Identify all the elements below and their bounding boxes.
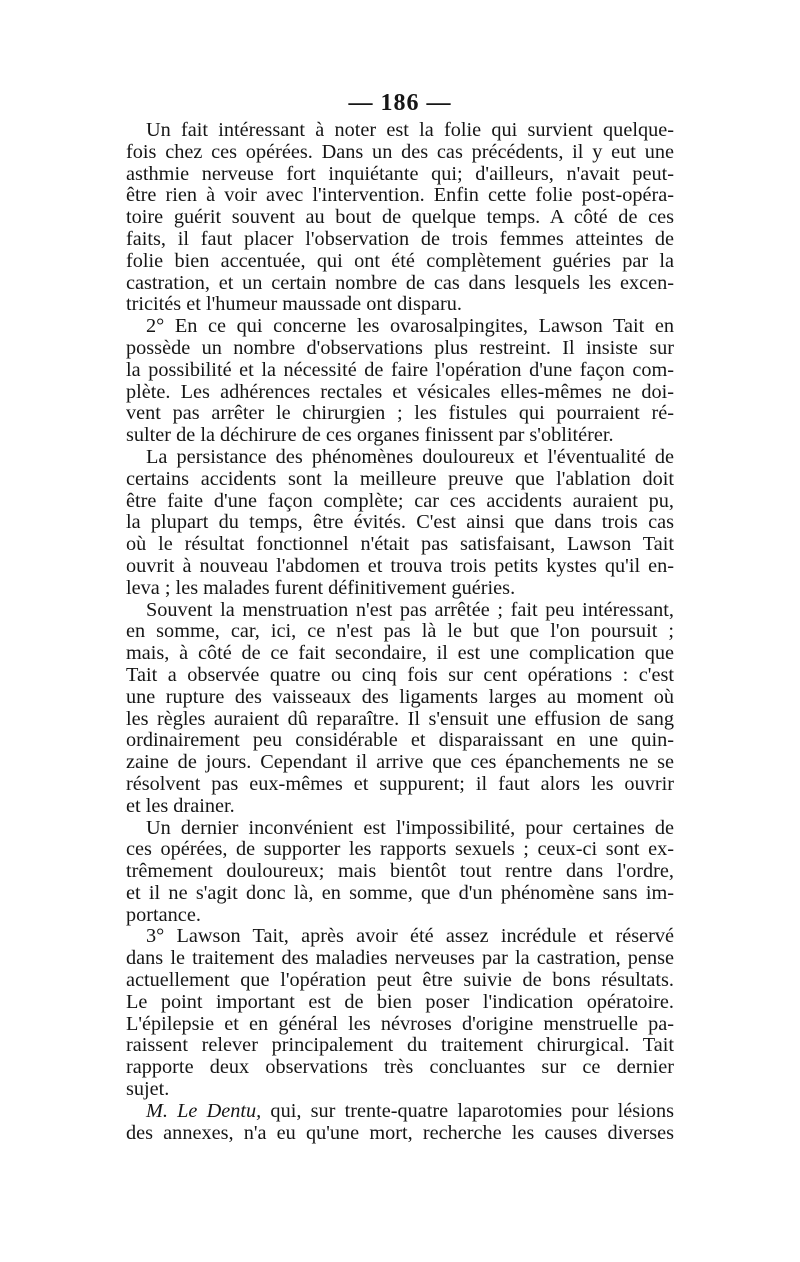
text-line: et les drainer. xyxy=(126,794,235,817)
text-line: castration, et un certain nombre de cas dans lesquels les excen- xyxy=(126,271,674,294)
text-line: toire guérit souvent au bout de quelque temps. A côté de ces xyxy=(126,206,674,229)
text-line: trêmement douloureux; mais bientôt tout rentre dans l'ordre, xyxy=(126,860,674,883)
text-line: L'épilepsie et en général les névroses d'origine menstruelle pa- xyxy=(126,1012,674,1035)
text-line: résolvent pas eux-mêmes et suppurent; il faut alors les ouvrir xyxy=(126,772,674,795)
text-line: zaine de jours. Cependant il arrive que ces épanchements ne se xyxy=(126,751,674,774)
text-line: dans le traitement des maladies nerveuses par la castration, pense xyxy=(126,947,674,970)
text-line: la possibilité et la nécessité de faire l'opération d'une façon com- xyxy=(126,358,674,381)
paragraph xyxy=(126,447,674,600)
text-line: actuellement que l'opération peut être suivie de bons résultats. xyxy=(126,969,674,992)
text-line xyxy=(126,1101,674,1123)
text-line: 2° En ce qui concerne les ovarosalpingites, Lawson Tait en xyxy=(146,315,674,338)
text-line: être rien à voir avec l'intervention. Enfin cette folie post-opéra- xyxy=(126,184,674,207)
paragraph xyxy=(126,926,674,1100)
paragraph xyxy=(126,316,674,447)
text-line: mais, à côté de ce fait secondaire, il est une complication que xyxy=(126,642,674,665)
author-name: M. Le Dentu, xyxy=(146,1099,262,1122)
text-line: certains accidents sont la meilleure preuve que l'ablation doit xyxy=(126,467,674,490)
text-line: des annexes, n'a eu qu'une mort, recherche les causes diverses xyxy=(126,1121,674,1144)
text-line: et il ne s'agit donc là, en somme, que d'un phénomène sans im- xyxy=(126,881,674,904)
text-line: plète. Les adhérences rectales et vésicales elles-mêmes ne doi- xyxy=(126,380,674,403)
text-line: ordinairement peu considérable et disparaissant en une quin- xyxy=(126,729,674,752)
paragraph xyxy=(126,120,674,316)
text-line: portance. xyxy=(126,903,201,926)
text-line-content: qui, sur trente-quatre laparotomies pour lésions xyxy=(261,1099,674,1122)
page-number: — 186 — xyxy=(348,90,452,116)
text-line: sujet. xyxy=(126,1078,170,1101)
body-text xyxy=(126,120,674,1101)
text-line: fois chez ces opérées. Dans un des cas précédents, il y eut une xyxy=(126,140,674,163)
text-line: où le résultat fonctionnel n'était pas satisfaisant, Lawson Tait xyxy=(126,533,674,556)
paragraph xyxy=(126,600,674,818)
text-line: faits, il faut placer l'observation de trois femmes atteintes de xyxy=(126,227,674,250)
text-line: asthmie nerveuse fort inquiétante qui; d'ailleurs, n'avait peut- xyxy=(126,162,674,185)
paragraph xyxy=(126,818,674,927)
text-line: Un dernier inconvénient est l'impossibilité, pour certaines de xyxy=(146,816,674,839)
text-line: les règles auraient dû reparaître. Il s'ensuit une effusion de sang xyxy=(126,707,674,730)
text-line: Souvent la menstruation n'est pas arrêtée ; fait peu intéressant, xyxy=(146,598,674,621)
text-line: rapporte deux observations très concluantes sur ce dernier xyxy=(126,1056,674,1079)
text-line: une rupture des vaisseaux des ligaments larges au moment où xyxy=(126,685,674,708)
text-line: vent pas arrêter le chirurgien ; les fistules qui pourraient ré- xyxy=(126,402,674,425)
text-line: tricités et l'humeur maussade ont disparu. xyxy=(126,293,462,316)
text-line: Un fait intéressant à noter est la folie qui survient quelque- xyxy=(146,119,674,141)
text-line: en somme, car, ici, ce n'est pas là le but que l'on poursuit ; xyxy=(126,620,674,643)
text-line: La persistance des phénomènes douloureux et l'éventualité de xyxy=(146,445,674,468)
text-line: possède un nombre d'observations plus restreint. Il insiste sur xyxy=(126,336,674,359)
text-line: ouvrit à nouveau l'abdomen et trouva trois petits kystes qu'il en- xyxy=(126,554,674,577)
text-line: Tait a observée quatre ou cinq fois sur cent opérations : c'est xyxy=(126,663,674,686)
text-line: être faite d'une façon complète; car ces accidents auraient pu, xyxy=(126,489,674,512)
text-line: la plupart du temps, être évités. C'est ainsi que dans trois cas xyxy=(126,511,674,534)
text-line: 3° Lawson Tait, après avoir été assez incrédule et réservé xyxy=(146,925,674,948)
document-page xyxy=(126,88,674,1144)
text-line: folie bien accentuée, qui ont été complètement guéries par la xyxy=(126,249,674,272)
text-line: ces opérées, de supporter les rapports sexuels ; ceux-ci sont ex- xyxy=(126,838,674,861)
paragraph-le-dentu xyxy=(126,1101,674,1145)
text-line: sulter de la déchirure de ces organes finissent par s'oblitérer. xyxy=(126,424,614,447)
text-line: leva ; les malades furent définitivement guéries. xyxy=(126,576,516,599)
text-line: Le point important est de bien poser l'indication opératoire. xyxy=(126,990,674,1013)
text-line: raissent relever principalement du traitement chirurgical. Tait xyxy=(126,1034,674,1057)
